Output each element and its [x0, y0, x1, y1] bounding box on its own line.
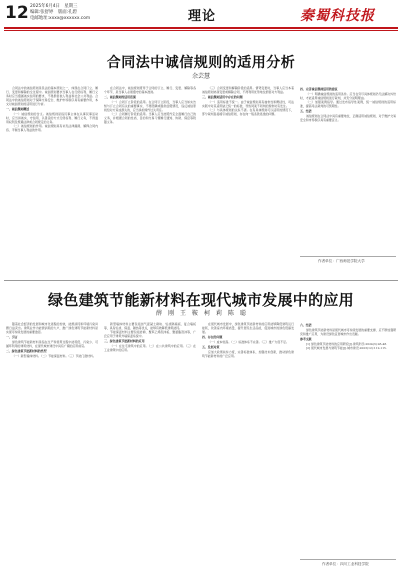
- paragraph: （二）加强案例指导。通过发布指导性案例，统一诚信规则的适用标准，提高司法裁判的可预期性。: [300, 100, 396, 108]
- subheading: 三、绿色建筑节能新材料的应用: [104, 339, 145, 343]
- subheading: 二、诚信规则的适用范围: [104, 95, 136, 99]
- paragraph: 诚信规则在合同法中具有重要地位，正确适用诚信规则，对于维护交易安全和市场秩序具有重要意义。: [300, 114, 396, 122]
- paragraph: （二）诚信规则的作用。诚信规则具有补充法律漏洞、解释合同内容、平衡当事人利益的作用。: [6, 124, 98, 132]
- subheading: 六、结语: [300, 323, 312, 327]
- section-title: 理论: [188, 9, 217, 24]
- article1-column-3: [202, 86, 294, 274]
- header-rule-thin: [4, 30, 398, 31]
- subheading: 四、完善诚信规则适用的建议: [300, 87, 338, 91]
- article2-column-3: [202, 322, 294, 572]
- paragraph: 在合同法中，诚信规则贯穿于合同的订立、履行、变更、解除等各个环节，是当事人必须遵守的基本准则。: [104, 86, 196, 94]
- paragraph: 节能保温材料主要包括岩棉、聚苯乙烯泡沫板、聚氨酯泡沫等，广泛应用于建筑外墙保温系统中。: [104, 330, 196, 338]
- article1-author: 余芸慧: [191, 73, 210, 80]
- article2-column-4: [300, 322, 396, 554]
- article1-column-2: [104, 86, 196, 274]
- paragraph: 合同法中的诚信原则是民法的基本原则之一，体现在合同订立、履行、变更和解除的全过程中。诚信原则要求当事人在行使权利、履行义务时应当遵循诚实信用的要求，不得损害他人利益和社会公共利益。合同法中的诚信原则对于保障交易安全、维护市场秩序具有重要作用，本文对诚信原则的适用进行分析。: [6, 86, 98, 106]
- subheading: 二、绿色建筑节能新材料的类型: [6, 349, 47, 353]
- article1-affiliation: 作者单位：广西师范学院大学: [318, 259, 365, 263]
- article1-column-1: [6, 86, 98, 274]
- paragraph: 新型墙体材料主要包括加气混凝土砌块、轻质隔墙板、复合墙板等，具有轻质、保温、隔热等优点，能够有效降低建筑能耗。: [104, 322, 196, 330]
- issue-email: 电邮地址:xxxx@xxxxxx.com: [30, 16, 91, 21]
- subheading: 三、诚信规则适用中存在的问题: [202, 95, 243, 99]
- affiliation-rule-1: [300, 256, 396, 257]
- paragraph: 绿色建筑节能新材料是指在生产和使用过程中能耗低、污染少、可循环利用的建筑材料，在现代城市建设中具有广阔的应用前景。: [6, 340, 98, 348]
- paragraph: [2] 现代城市发展与建筑节能[J].城市建设,2023(12):112-115.: [306, 346, 387, 350]
- page-number: 12: [5, 3, 29, 23]
- paragraph: （二）合同履行阶段的适用。当事人应当按照约定全面履行自己的义务，并根据合同的性质、目的和交易习惯履行通知、协助、保密等附随义务。: [104, 112, 196, 124]
- subheading: 五、结语: [300, 109, 312, 113]
- article2-column-2: [104, 322, 196, 572]
- subheading: 四、存在的问题: [202, 335, 223, 339]
- issue-editor: 编辑:张舒婷 版面:孔碧: [30, 10, 77, 15]
- subheading: 参考文献: [300, 337, 312, 341]
- article2-authors: 薛 刚 王 鞍 柯 莉 陈 聪: [155, 310, 246, 317]
- article2-column-1: [6, 322, 98, 572]
- paragraph: （三）合同变更和解除阶段的适用。情势变更时，当事人应当本着诚信原则协商变更或解除合同，不得利用优势地位损害对方利益。: [202, 86, 294, 94]
- page-header: [0, 0, 402, 30]
- subheading: 五、发展对策: [202, 345, 220, 349]
- issue-date: 2025年6月4日 星期三: [30, 4, 78, 9]
- masthead-logo: 秦蜀科技报: [300, 8, 375, 24]
- paragraph: （一）合同订立阶段的适用。在合同订立阶段，当事人应当如实告知与订立合同有关的重要事实，不得隐瞒或提供虚假情况，违反诚信原则给对方造成损失的，应当承担缔约过失责任。: [104, 100, 196, 112]
- paragraph: [1] 绿色建筑节能材料的应用研究[J].建筑科学,2024(3):45-48.: [306, 342, 388, 346]
- article2-affiliation: 作者单位：四川工业科技学院: [322, 562, 369, 566]
- paragraph: 应加大政策扶持力度，完善标准体系，加强技术创新，推动绿色建筑节能新材料的广泛应用。: [202, 350, 294, 358]
- subheading: 一、诚信规则概述: [6, 107, 30, 111]
- paragraph: （一）诚信规则的含义。诚信规则是指民事主体在从事民事活动时，应当讲诚实、守信用，以善意的方式行使权利、履行义务，不得滥用权利及规避法律或合同规定的义务。: [6, 112, 98, 124]
- paragraph: （一）明确诚信规则的适用条件。应当在穷尽具体规则仍无法解决纠纷时，才能适用诚信规则进行裁判，并充分说明理由。: [300, 92, 396, 100]
- header-rule: [4, 27, 398, 29]
- article2-title: 绿色建筑节能新材料在现代城市发展中的应用: [47, 291, 354, 309]
- affiliation-rule-2: [300, 559, 396, 560]
- paragraph: （一）在住宅建筑中的应用。（二）在公共建筑中的应用。（三）在工业建筑中的应用。: [104, 344, 196, 352]
- article1-title: 合同法中诚信规则的适用分析: [106, 55, 296, 71]
- subheading: 一、引言: [6, 335, 18, 339]
- paragraph: （二）与具体规则的关系不清。在有具体规则可以适用的情况下，部分裁判直接援引诚信原则，存在向一般条款逃逸的问题。: [202, 108, 294, 116]
- paragraph: （一）适用标准不统一。由于诚信规则具有抽象性和概括性，司法实践中对其适用缺乏统一的标准，导致同案不同判的现象时有发生。: [202, 100, 294, 108]
- article-divider: [4, 280, 398, 281]
- issue-info: [30, 4, 90, 22]
- paragraph: （一）新型墙体材料。（二）节能保温材料。（三）节能门窗材料。: [12, 354, 96, 358]
- paragraph: 随着社会经济的发展和城市化进程的加快，能源消耗和环境污染问题日益突出。建筑业作为能源消耗的大户，推广绿色建筑节能新材料是实现可持续发展的重要途径。: [6, 322, 98, 334]
- article1-column-4: [300, 86, 396, 246]
- paragraph: 在现代城市发展中，绿色建筑节能新材料的应用能够降低建筑运行能耗，改善室内环境质量，提升居民生活品质，促进城市的绿色低碳发展。: [202, 322, 294, 334]
- paragraph: 绿色建筑节能新材料是现代城市可持续发展的重要支撑，应不断加强研究和推广应用，为建设绿色宜居城市作出贡献。: [300, 328, 396, 336]
- paragraph: （一）成本较高。（二）标准体系不完善。（三）推广力度不足。: [208, 340, 289, 344]
